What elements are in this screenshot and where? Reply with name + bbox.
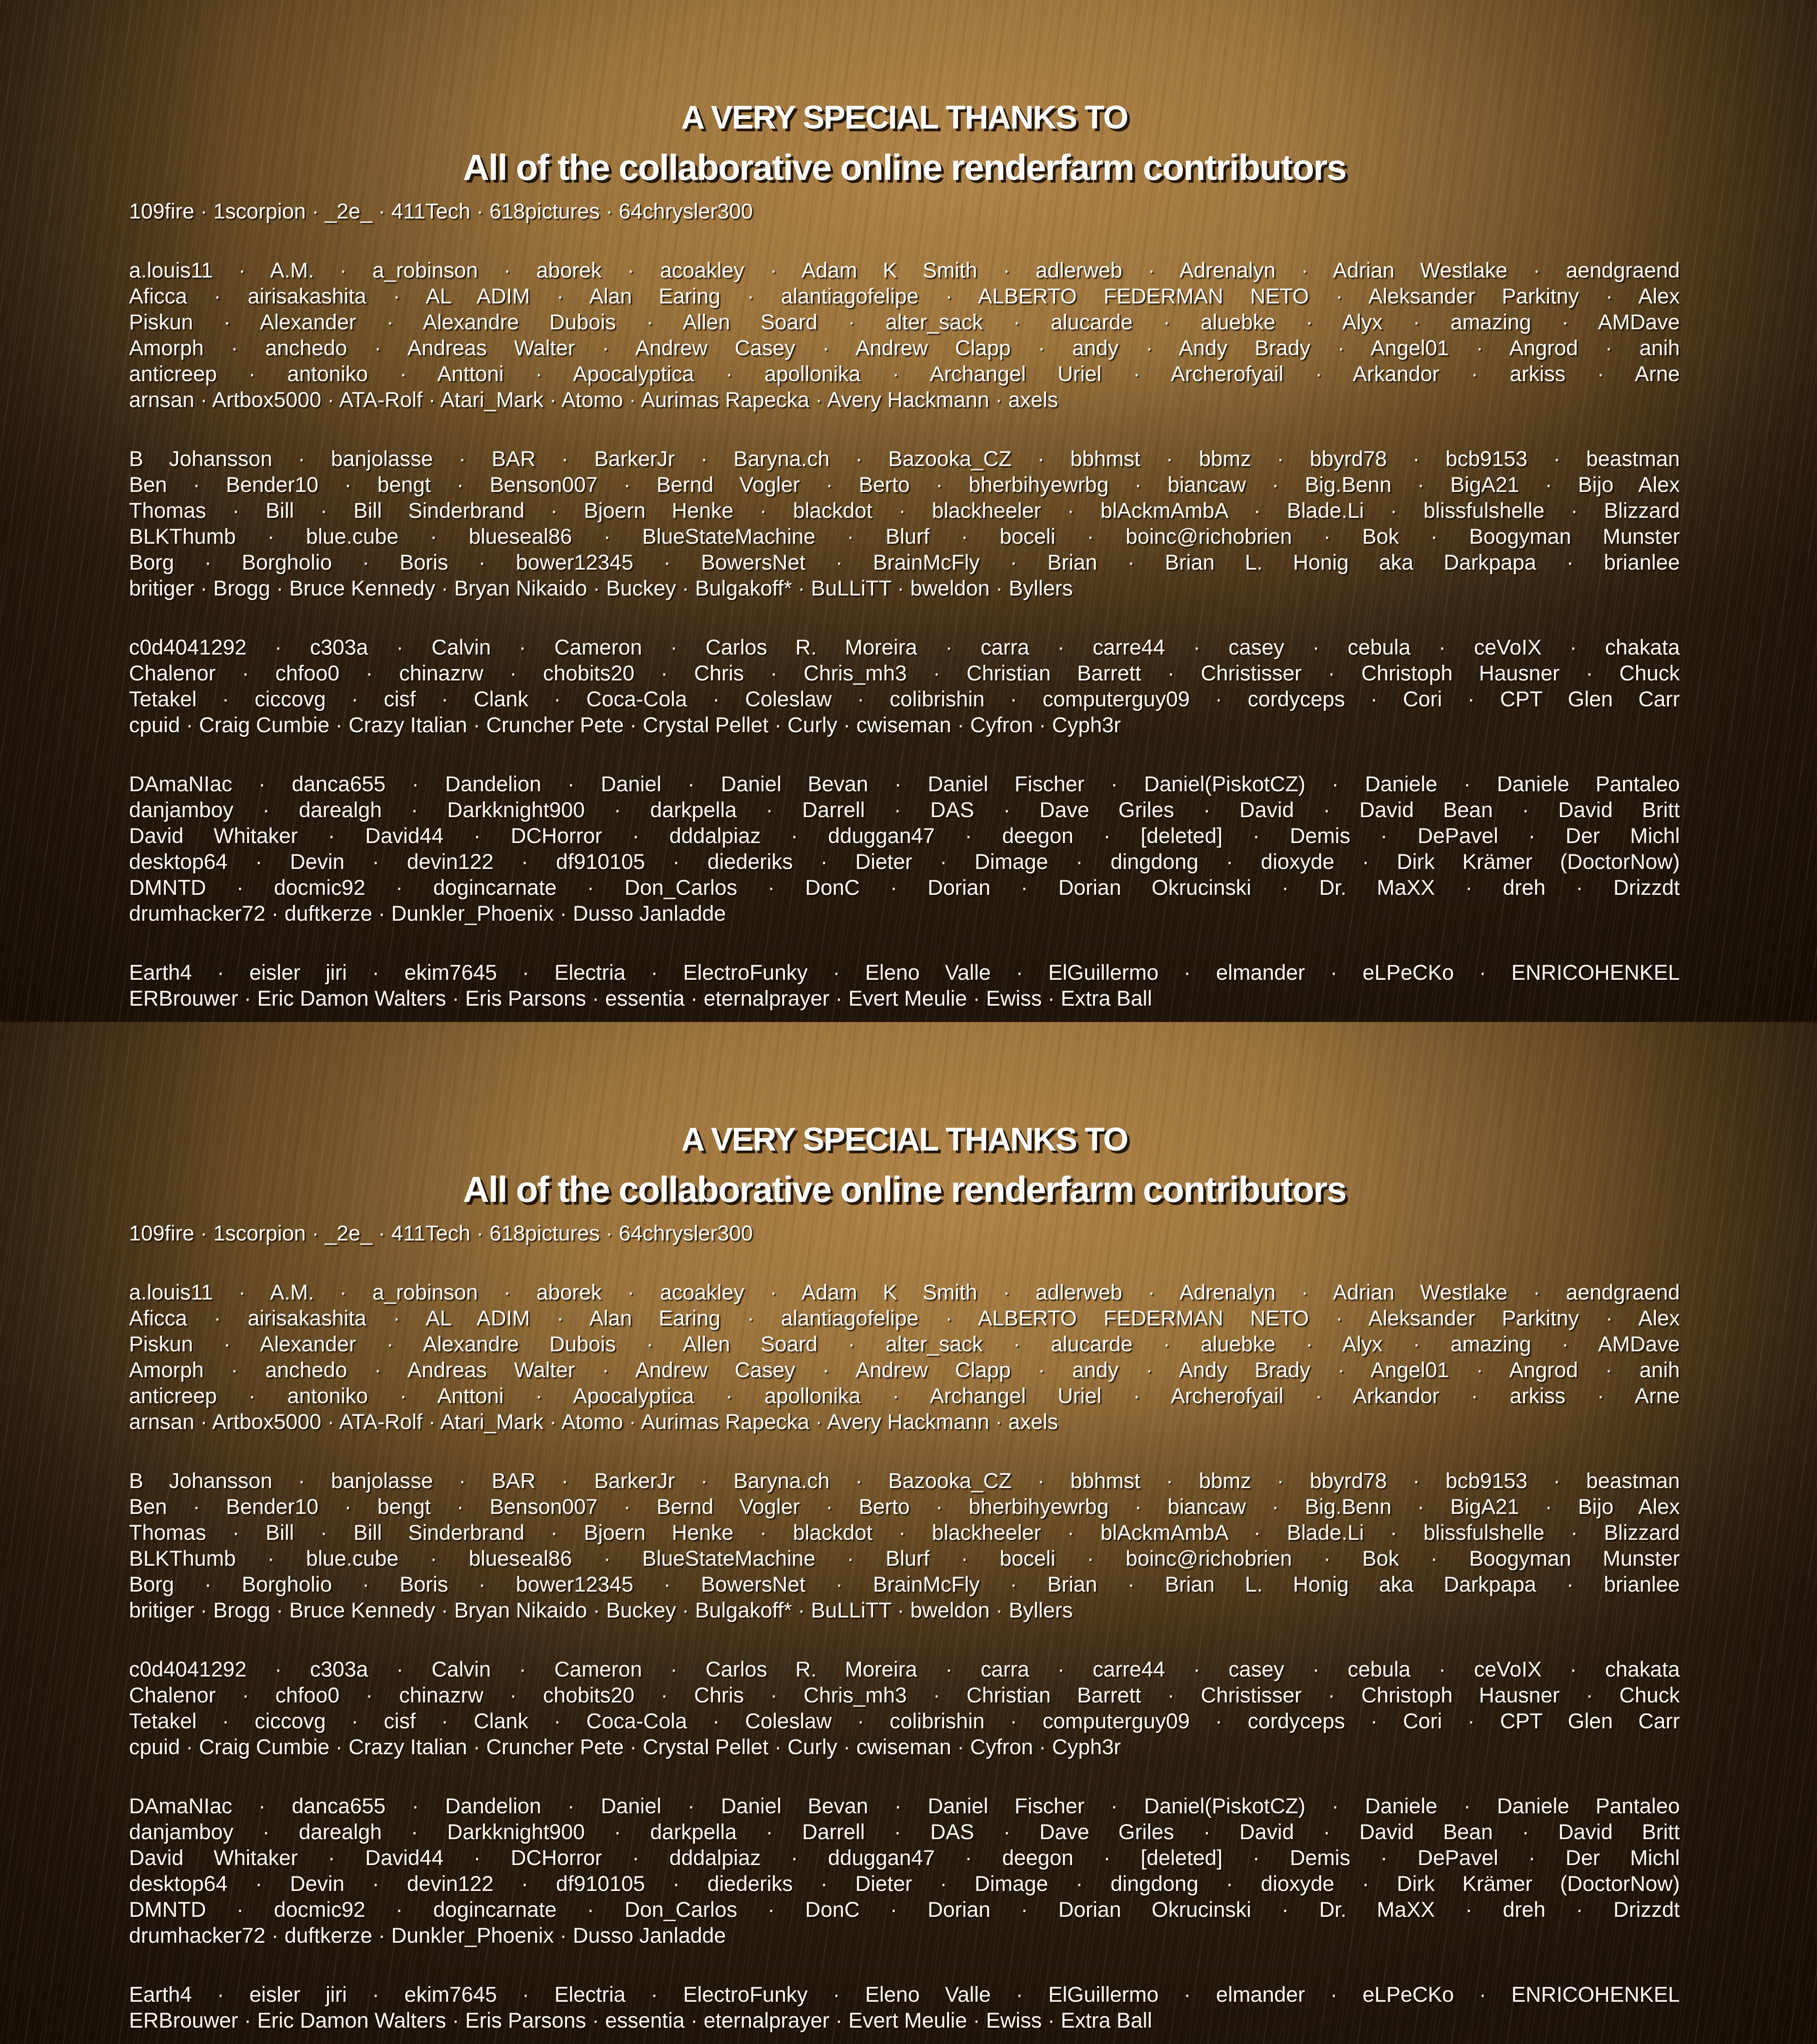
credits-line: Tetakel · ciccovg · cisf · Clank · Coca-Cola · Coleslaw · colibrishin · computerguy09 · cordyceps · Cori · CPT Glen Carr: [129, 1709, 1680, 1733]
credits-line: Amorph · anchedo · Andreas Walter · Andrew Casey · Andrew Clapp · andy · Andy Brady · Angel01 · Angrod · anih: [129, 336, 1680, 360]
credits-line: a.louis11 · A.M. · a_robinson · aborek · acoakley · Adam K Smith · adlerweb · Adrenalyn · Adrian Westlake · aendgraend: [129, 258, 1680, 282]
credits-line: cpuid · Craig Cumbie · Crazy Italian · Cruncher Pete · Crystal Pellet · Curly · cwiseman · Cyfron · Cyph3r: [129, 713, 1121, 737]
credits-group: [129, 1220, 1680, 1246]
credits-line: Ben · Bender10 · bengt · Benson007 · Bernd Vogler · Berto · bherbihyewrbg · biancaw · Big.Benn · BigA21 · Bijo Alex: [129, 1494, 1680, 1518]
credits-line: DMNTD · docmic92 · dogincarnate · Don_Carlos · DonC · Dorian · Dorian Okrucinski · Dr. MaXX · dreh · Drizzdt: [129, 875, 1680, 899]
credits-group: [129, 959, 1680, 1011]
credits-line: a.louis11 · A.M. · a_robinson · aborek · acoakley · Adam K Smith · adlerweb · Adrenalyn · Adrian Westlake · aendgraend: [129, 1280, 1680, 1304]
credits-line: Ben · Bender10 · bengt · Benson007 · Bernd Vogler · Berto · bherbihyewrbg · biancaw · Big.Benn · BigA21 · Bijo Alex: [129, 472, 1680, 496]
credits-line: Aficca · airisakashita · AL ADIM · Alan Earing · alantiagofelipe · ALBERTO FEDERMAN NETO · Aleksander Parkitny · Alex: [129, 1306, 1680, 1330]
special-thanks-heading: A VERY SPECIAL THANKS TO: [681, 99, 1128, 136]
contributors-heading: All of the collaborative online renderfarm contributors: [463, 1169, 1346, 1210]
special-thanks-heading: A VERY SPECIAL THANKS TO: [681, 1121, 1128, 1158]
credits-line: ERBrouwer · Eric Damon Walters · Eris Parsons · essentia · eternalprayer · Evert Meulie · Ewiss · Extra Ball: [129, 2008, 1152, 2032]
credits-line: anticreep · antoniko · Anttoni · Apocalyptica · apollonika · Archangel Uriel · Archerofyail · Arkandor · arkiss · Arne: [129, 362, 1680, 386]
credits-line: ERBrouwer · Eric Damon Walters · Eris Parsons · essentia · eternalprayer · Evert Meulie · Ewiss · Extra Ball: [129, 986, 1152, 1010]
credits-line: drumhacker72 · duftkerze · Dunkler_Phoenix · Dusso Janladde: [129, 1923, 726, 1947]
credits-line: BLKThumb · blue.cube · blueseal86 · BlueStateMachine · Blurf · boceli · boinc@richobrien · Bok · Boogyman Munster: [129, 524, 1680, 548]
credits-line: danjamboy · darealgh · Darkknight900 · darkpella · Darrell · DAS · Dave Griles · David · David Bean · David Britt: [129, 798, 1680, 822]
credits-group: [129, 1656, 1680, 1760]
credits-line: B Johansson · banjolasse · BAR · BarkerJr · Baryna.ch · Bazooka_CZ · bbhmst · bbmz · bbyrd78 · bcb9153 · beastman: [129, 447, 1680, 471]
credits-group: [129, 1793, 1680, 1948]
credits-group: [129, 771, 1680, 926]
credits-line: Chalenor · chfoo0 · chinazrw · chobits20 · Chris · Chris_mh3 · Christian Barrett · Christisser · Christoph Hausner · Chuck: [129, 1683, 1680, 1707]
credits-group: [129, 257, 1680, 412]
credits-group: [129, 1279, 1680, 1434]
credits-line: Borg · Borgholio · Boris · bower12345 · BowersNet · BrainMcFly · Brian · Brian L. Honig aka Darkpapa · brianlee: [129, 1572, 1680, 1596]
credits-line: arnsan · Artbox5000 · ATA-Rolf · Atari_Mark · Atomo · Aurimas Rapecka · Avery Hackmann · axels: [129, 387, 1058, 412]
credits-line: anticreep · antoniko · Anttoni · Apocalyptica · apollonika · Archangel Uriel · Archerofyail · Arkandor · arkiss · Arne: [129, 1384, 1680, 1408]
credits-line: DMNTD · docmic92 · dogincarnate · Don_Carlos · DonC · Dorian · Dorian Okrucinski · Dr. MaXX · dreh · Drizzdt: [129, 1897, 1680, 1921]
credits-line: c0d4041292 · c303a · Calvin · Cameron · Carlos R. Moreira · carra · carre44 · casey · cebula · ceVoIX · chakata: [129, 635, 1680, 659]
credits-line: David Whitaker · David44 · DCHorror · dddalpiaz · dduggan47 · deegon · [deleted] · Demis · DePavel · Der Michl: [129, 1846, 1680, 1870]
credits-line: David Whitaker · David44 · DCHorror · dddalpiaz · dduggan47 · deegon · [deleted] · Demis · DePavel · Der Michl: [129, 824, 1680, 848]
credits-line: Chalenor · chfoo0 · chinazrw · chobits20 · Chris · Chris_mh3 · Christian Barrett · Christisser · Christoph Hausner · Chuck: [129, 661, 1680, 685]
credits-group: [129, 634, 1680, 738]
credits-line: Piskun · Alexander · Alexandre Dubois · Allen Soard · alter_sack · alucarde · aluebke · Alyx · amazing · AMDave: [129, 310, 1680, 334]
credits-line: Aficca · airisakashita · AL ADIM · Alan Earing · alantiagofelipe · ALBERTO FEDERMAN NETO · Aleksander Parkitny · Alex: [129, 284, 1680, 308]
credits-line: DAmaNIac · danca655 · Dandelion · Daniel · Daniel Bevan · Daniel Fischer · Daniel(PiskotCZ) · Daniele · Daniele Pantaleo: [129, 1794, 1680, 1818]
credits-line: Amorph · anchedo · Andreas Walter · Andrew Casey · Andrew Clapp · andy · Andy Brady · Angel01 · Angrod · anih: [129, 1358, 1680, 1382]
credits-line: Piskun · Alexander · Alexandre Dubois · Allen Soard · alter_sack · alucarde · aluebke · Alyx · amazing · AMDave: [129, 1332, 1680, 1356]
credits-line: desktop64 · Devin · devin122 · df910105 · diederiks · Dieter · Dimage · dingdong · dioxyde · Dirk Krämer (DoctorNow): [129, 849, 1680, 873]
credits-list: [129, 198, 1680, 1011]
credits-line: DAmaNIac · danca655 · Dandelion · Daniel · Daniel Bevan · Daniel Fischer · Daniel(PiskotCZ) · Daniele · Daniele Pantaleo: [129, 772, 1680, 796]
credits-group: [129, 1981, 1680, 2033]
credits-line: c0d4041292 · c303a · Calvin · Cameron · Carlos R. Moreira · carra · carre44 · casey · cebula · ceVoIX · chakata: [129, 1657, 1680, 1681]
credits-line: britiger · Brogg · Bruce Kennedy · Bryan Nikaido · Buckey · Bulgakoff* · BuLLiTT · bweldon · Byllers: [129, 1598, 1073, 1622]
credits-line: desktop64 · Devin · devin122 · df910105 · diederiks · Dieter · Dimage · dingdong · dioxyde · Dirk Krämer (DoctorNow): [129, 1871, 1680, 1895]
credits-line: Thomas · Bill · Bill Sinderbrand · Bjoern Henke · blackdot · blackheeler · blAckmAmbA · Blade.Li · blissfulshelle · Blizzard: [129, 498, 1680, 522]
credits-list: [129, 1220, 1680, 2033]
credits-line: arnsan · Artbox5000 · ATA-Rolf · Atari_Mark · Atomo · Aurimas Rapecka · Avery Hackmann · axels: [129, 1409, 1058, 1434]
credits-line: 109fire · 1scorpion · _2e_ · 411Tech · 618pictures · 64chrysler300: [129, 199, 753, 223]
credits-line: drumhacker72 · duftkerze · Dunkler_Phoenix · Dusso Janladde: [129, 901, 726, 925]
credits-line: Borg · Borgholio · Boris · bower12345 · BowersNet · BrainMcFly · Brian · Brian L. Honig aka Darkpapa · brianlee: [129, 550, 1680, 574]
credits-frame-bottom: [0, 1022, 1817, 2044]
credits-line: 109fire · 1scorpion · _2e_ · 411Tech · 618pictures · 64chrysler300: [129, 1221, 753, 1245]
credits-line: BLKThumb · blue.cube · blueseal86 · BlueStateMachine · Blurf · boceli · boinc@richobrien · Bok · Boogyman Munster: [129, 1546, 1680, 1570]
credits-line: B Johansson · banjolasse · BAR · BarkerJr · Baryna.ch · Bazooka_CZ · bbhmst · bbmz · bbyrd78 · bcb9153 · beastman: [129, 1469, 1680, 1493]
credits-group: [129, 1468, 1680, 1623]
contributors-heading: All of the collaborative online renderfarm contributors: [463, 147, 1346, 188]
credits-group: [129, 446, 1680, 601]
credits-line: Earth4 · eisler jiri · ekim7645 · Electria · ElectroFunky · Eleno Valle · ElGuillermo · elmander · eLPeCKo · ENRICOHENKEL: [129, 960, 1680, 984]
credits-line: Earth4 · eisler jiri · ekim7645 · Electria · ElectroFunky · Eleno Valle · ElGuillermo · elmander · eLPeCKo · ENRICOHENKEL: [129, 1982, 1680, 2006]
credits-line: danjamboy · darealgh · Darkknight900 · darkpella · Darrell · DAS · Dave Griles · David · David Bean · David Britt: [129, 1820, 1680, 1844]
credits-line: cpuid · Craig Cumbie · Crazy Italian · Cruncher Pete · Crystal Pellet · Curly · cwiseman · Cyfron · Cyph3r: [129, 1735, 1121, 1759]
credits-line: Tetakel · ciccovg · cisf · Clank · Coca-Cola · Coleslaw · colibrishin · computerguy09 · cordyceps · Cori · CPT Glen Carr: [129, 687, 1680, 711]
credits-line: britiger · Brogg · Bruce Kennedy · Bryan Nikaido · Buckey · Bulgakoff* · BuLLiTT · bweldon · Byllers: [129, 576, 1073, 600]
credits-group: [129, 198, 1680, 224]
credits-line: Thomas · Bill · Bill Sinderbrand · Bjoern Henke · blackdot · blackheeler · blAckmAmbA · Blade.Li · blissfulshelle · Blizzard: [129, 1520, 1680, 1544]
